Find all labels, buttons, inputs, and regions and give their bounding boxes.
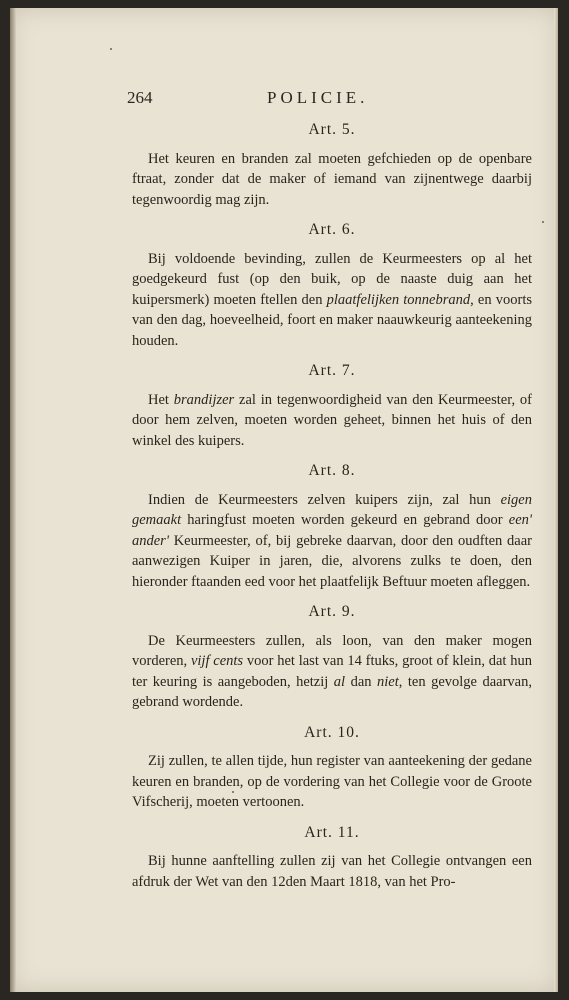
- book-page: [10, 8, 558, 992]
- italic-term: vijf cents: [190, 653, 244, 669]
- paper-speck: [542, 221, 544, 223]
- article-paragraph: Bij voldoende bevinding, zullen de Keurmeesters op al het goedgekeurd fust (op den buik, op de naaste duig aan het kuipersmerk) moeten ftellen den plaatfelijken tonnebrand, en voorts van den dag, hoeveelheid, foort en maker naauwkeurig aanteekening houden.: [132, 250, 532, 349]
- article-heading: Art. 8.: [308, 462, 356, 479]
- article-paragraph: Het keuren en branden zal moeten gefchieden op de openbare ftraat, zonder dat de maker of iemand van zijnentwege daarbij tegenwoordig mag zijn.: [132, 150, 532, 208]
- italic-term: al: [333, 673, 346, 690]
- article-paragraph: Het brandijzer zal in tegenwoordigheid van den Keurmeester, of door hem zelven, moeten worden geheet, binnen het huis of den winkel des kuipers.: [132, 391, 532, 449]
- article-heading: Art. 11.: [304, 823, 360, 841]
- article-heading: Art. 9.: [308, 603, 356, 620]
- paper-speck: [110, 48, 112, 50]
- paper-speck: [232, 791, 234, 793]
- article-heading: Art. 7.: [308, 362, 356, 379]
- article-heading: Art. 6.: [308, 221, 356, 238]
- body-text: [132, 120, 532, 902]
- article-paragraph: Indien de Keurmeesters zelven kuipers zijn, zal hun eigen gemaakt haringfust moeten worden gekeurd en gebrand door een' ander' Keurmeester, of, bij gebreke daarvan, door den oudften daar aanwezigen Kuiper in jaren, die, alvorens zulks te doen, den hieronder ftaanden eed voor het plaatfelijk Beftuur moeten afleggen.: [132, 491, 532, 590]
- italic-term: eigen gemaakt: [132, 491, 532, 528]
- italic-term: een' ander': [132, 512, 532, 549]
- article-paragraph: De Keurmeesters zullen, als loon, van den maker mogen vorderen, vijf cents voor het last van 14 ftuks, groot of klein, dat hun ter keuring is aangeboden, hetzij al dan niet, ten gevolge daarvan, gebrand wordende.: [132, 632, 532, 710]
- page-number: 264: [127, 88, 153, 107]
- article-heading: Art. 5.: [308, 121, 356, 138]
- page-gutter: [10, 8, 16, 992]
- italic-term: niet: [377, 673, 399, 690]
- italic-term: brandijzer: [173, 391, 235, 408]
- article-heading: Art. 10.: [304, 723, 360, 741]
- page-edge: [554, 8, 558, 992]
- article-paragraph: Bij hunne aanftelling zullen zij van het Collegie ontvangen een afdruk der Wet van den 12den Maart 1818, van het Pro-: [132, 853, 532, 890]
- article-paragraph: Zij zullen, te allen tijde, hun register van aanteekening der gedane keuren en branden, op de vordering van het Collegie voor de Groote Vifscherij, moeten vertoonen.: [132, 753, 532, 810]
- running-title: POLICIE.: [267, 88, 369, 107]
- italic-term: plaatfelijken tonnebrand: [326, 291, 471, 308]
